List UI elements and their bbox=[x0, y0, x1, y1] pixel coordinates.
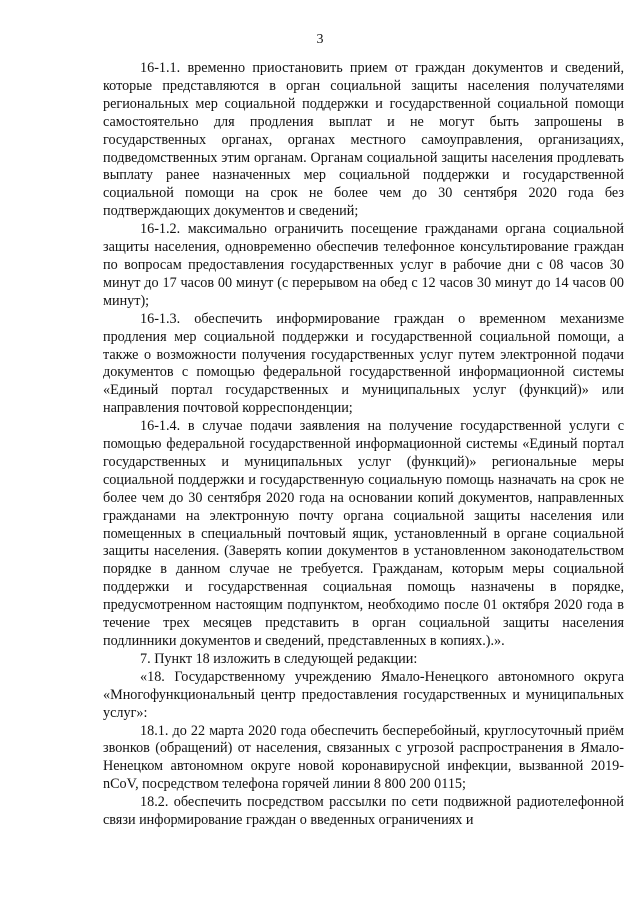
paragraph-16-1-1: 16-1.1. временно приостановить прием от граждан документов и сведений, которые представляются в орган социальной защиты населения получателями региональных мер социальной поддержки и государственной социальной помощи самостоятельно для продления выплат и не могут быть запрошены в государственных органах, органах местного самоуправления, организациях, подведомственных этим органам. Органам социальной защиты населения продлевать выплату ранее назначенных мер социальной поддержки и государственной социальной помощи на срок не более чем до 30 сентября 2020 года без подтверждающих документов и сведений; bbox=[103, 60, 624, 220]
paragraph-18: «18. Государственному учреждению Ямало-Ненецкого автономного округа «Многофункциональный центр предоставления государственных и муниципальных услуг»: bbox=[103, 668, 624, 721]
paragraph-16-1-2: 16-1.2. максимально ограничить посещение гражданами органа социальной защиты населения, одновременно обеспечив телефонное консультирование граждан по вопросам предоставления государственных услуг в рабочие дни с 08 часов 30 минут до 17 часов 00 минут (с перерывом на обед с 12 часов 30 минут до 14 часов 00 минут); bbox=[103, 221, 624, 309]
paragraph-16-1-4: 16-1.4. в случае подачи заявления на получение государственной услуги с помощью федеральной государственной информационной системы «Единый портал государственных и муниципальных услуг (функций)» региональные меры социальной поддержки и государственную социальную помощь назначать на срок не более чем до 30 сентября 2020 года на основании копий документов, направленных гражданами на электронную почту органа социальной защиты населения или помещенных в специальный почтовый ящик, установленный в органе социальной защиты населения. (Заверять копии документов в установленном законодательством порядке в данном случае не требуется. Гражданам, которым меры социальной поддержки и государственная социальная помощь назначены в порядке, предусмотренном настоящим подпунктом, необходимо после 01 октября 2020 года в течение трех месяцев представить в орган социальной защиты населения подлинники документов и сведений, представленных в копиях.).». bbox=[103, 418, 624, 649]
paragraph-18-1: 18.1. до 22 марта 2020 года обеспечить бесперебойный, круглосуточный приём звонков (обращений) от населения, связанных с угрозой распространения в Ямало-Ненецком автономном округе новой коронавирусной инфекции, вызванной 2019-nCoV, посредством телефона горячей линии 8 800 200 0115; bbox=[103, 722, 624, 793]
paragraph-18-2: 18.2. обеспечить посредством рассылки по сети подвижной радиотелефонной связи информирование граждан о введенных ограничениях и bbox=[103, 794, 624, 829]
document-body bbox=[103, 60, 624, 830]
paragraph-16-1-3: 16-1.3. обеспечить информирование граждан о временном механизме продления мер социальной поддержки и государственной социальной помощи, а также о возможности получения государственных услуг путем электронной подачи документов с помощью федеральной государственной информационной системы «Единый портал государственных и муниципальных услуг (функций)» или направления почтовой корреспонденции; bbox=[103, 310, 624, 417]
paragraph-item-7: 7. Пункт 18 изложить в следующей редакции: bbox=[140, 650, 418, 667]
page-number: 3 bbox=[316, 32, 324, 47]
